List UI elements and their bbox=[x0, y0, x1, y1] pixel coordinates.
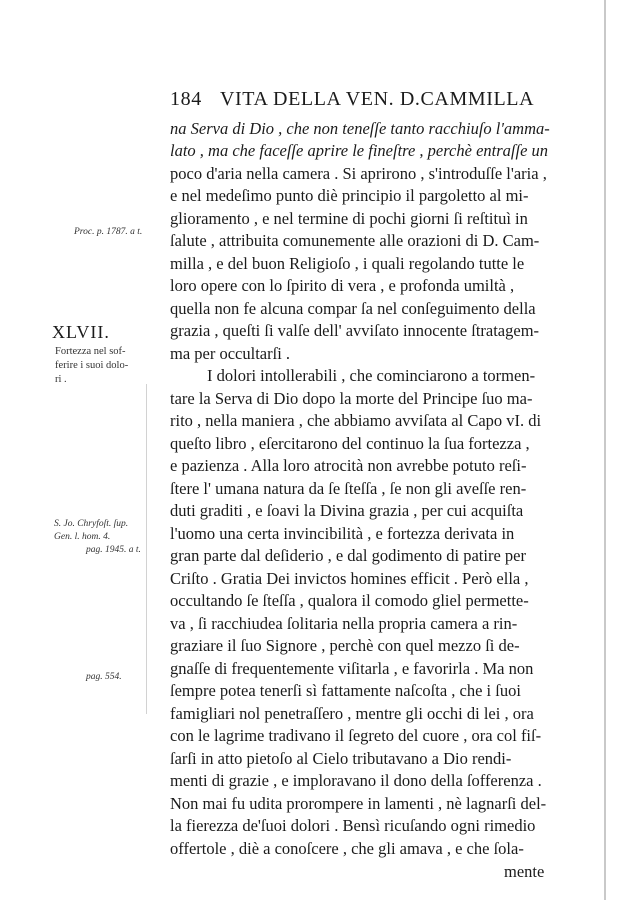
text-line: Non mai fu udita prorompere in lamenti , nè lagnarſi del- bbox=[170, 794, 547, 813]
text-line: loro opere con lo ſpirito di vera , e profonda umiltà , bbox=[170, 276, 515, 295]
text-line: ſalute , attribuita comunemente alle orazioni di D. Cam- bbox=[170, 231, 540, 250]
text-line: gran parte dal deſiderio , e dal godimento di patire per bbox=[170, 546, 526, 565]
chapter-summary-line: ri . bbox=[55, 374, 67, 385]
text-line: famigliari nol penetraſſero , mentre gli occhi di lei , ora bbox=[170, 704, 534, 723]
running-head bbox=[170, 88, 550, 114]
chapter-number: XLVII. bbox=[52, 322, 110, 342]
running-title: VITA DELLA VEN. D.CAMMILLA bbox=[220, 88, 535, 110]
margin-note-chrysostom: Gen. l. hom. 4. bbox=[54, 532, 111, 542]
margin-rule bbox=[146, 384, 147, 714]
text-line: queſto libro , eſercitarono del continuo la ſua fortezza , bbox=[170, 434, 530, 453]
page-edge-rule bbox=[604, 0, 606, 900]
text-line: rito , nella maniera , che abbiamo avviſata al Capo vI. di bbox=[170, 411, 542, 430]
text-line: e nel medeſimo punto diè principio il pargoletto al mi- bbox=[170, 186, 529, 205]
page-number: 184 bbox=[170, 88, 202, 110]
text-line: glioramento , e nel termine di pochi giorni ſi reſtituì in bbox=[170, 209, 528, 228]
margin-note-chrysostom: S. Jo. Chryfoſt. ſup. bbox=[54, 519, 129, 529]
text-line: poco d'aria nella camera . Si aprirono , s'introduſſe l'aria , bbox=[170, 164, 547, 183]
text-line: na Serva di Dio , che non teneſſe tanto racchiuſo l'amma- bbox=[170, 119, 550, 138]
text-line: con le lagrime tradivano il ſegreto del cuore , ora col fiſ- bbox=[170, 726, 542, 745]
text-line: tare la Serva di Dio dopo la morte del Principe ſuo ma- bbox=[170, 389, 533, 408]
text-line: ſtere l' umana natura da ſe ſteſſa , ſe non gli aveſſe ren- bbox=[170, 479, 527, 498]
text-line: duti graditi , e ſoavi la Divina grazia , per cui acquiſta bbox=[170, 501, 524, 520]
text-line: occultando ſe ſteſſa , qualora il comodo gliel permette- bbox=[170, 591, 529, 610]
text-line: ſarſi in atto pietoſo al Cielo tributavano a Dio rendi- bbox=[170, 749, 512, 768]
text-line: l'uomo una certa invincibilità , e fortezza derivata in bbox=[170, 524, 515, 543]
text-line: gnaſſe di frequentemente viſitarla , e favorirla . Ma non bbox=[170, 659, 534, 678]
text-line: e pazienza . Alla loro atrocità non avrebbe potuto reſi- bbox=[170, 456, 527, 475]
text-line: ma per occultarſi . bbox=[170, 344, 291, 363]
margin-note-chrysostom: pag. 1945. a t. bbox=[86, 545, 141, 555]
text-line: lato , ma che faceſſe aprire le fineſtre , perchè entraſſe un bbox=[170, 141, 549, 160]
margin-note-pag: pag. 554. bbox=[86, 672, 122, 682]
text-line: va , ſi racchiudea ſolitaria nella propria camera a rin- bbox=[170, 614, 518, 633]
text-line: quella non fe alcuna compar ſa nel conſeguimento della bbox=[170, 299, 536, 318]
text-line: grazia , queſti ſi valſe dell' avviſato innocente ſtratagem- bbox=[170, 321, 540, 340]
text-line: ſempre potea tenerſi sì fattamente naſcoſta , che i ſuoi bbox=[170, 681, 521, 700]
margin-note-proc: Proc. p. 1787. a t. bbox=[74, 227, 143, 237]
text-line: menti di grazie , e imploravano il dono della ſofferenza . bbox=[170, 771, 542, 790]
text-line: la fierezza de'ſuoi dolori . Bensì ricuſando ogni rimedio bbox=[170, 816, 536, 835]
chapter-summary-line: ferire i suoi dolo- bbox=[55, 360, 129, 371]
chapter-summary-line: Fortezza nel sof- bbox=[55, 346, 126, 357]
text-line: I dolori intollerabili , che cominciarono a tormen- bbox=[207, 366, 536, 385]
catchword: mente bbox=[504, 862, 545, 881]
text-line: Criſto . Gratia Dei invictos homines efficit . Però ella , bbox=[170, 569, 529, 588]
text-line: milla , e del buon Religioſo , i quali regolando tutte le bbox=[170, 254, 525, 273]
text-line: graziare il ſuo Signore , perchè con quel mezzo ſi de- bbox=[170, 636, 520, 655]
text-line: offertole , diè a conoſcere , che gli amava , e che ſola- bbox=[170, 839, 524, 858]
